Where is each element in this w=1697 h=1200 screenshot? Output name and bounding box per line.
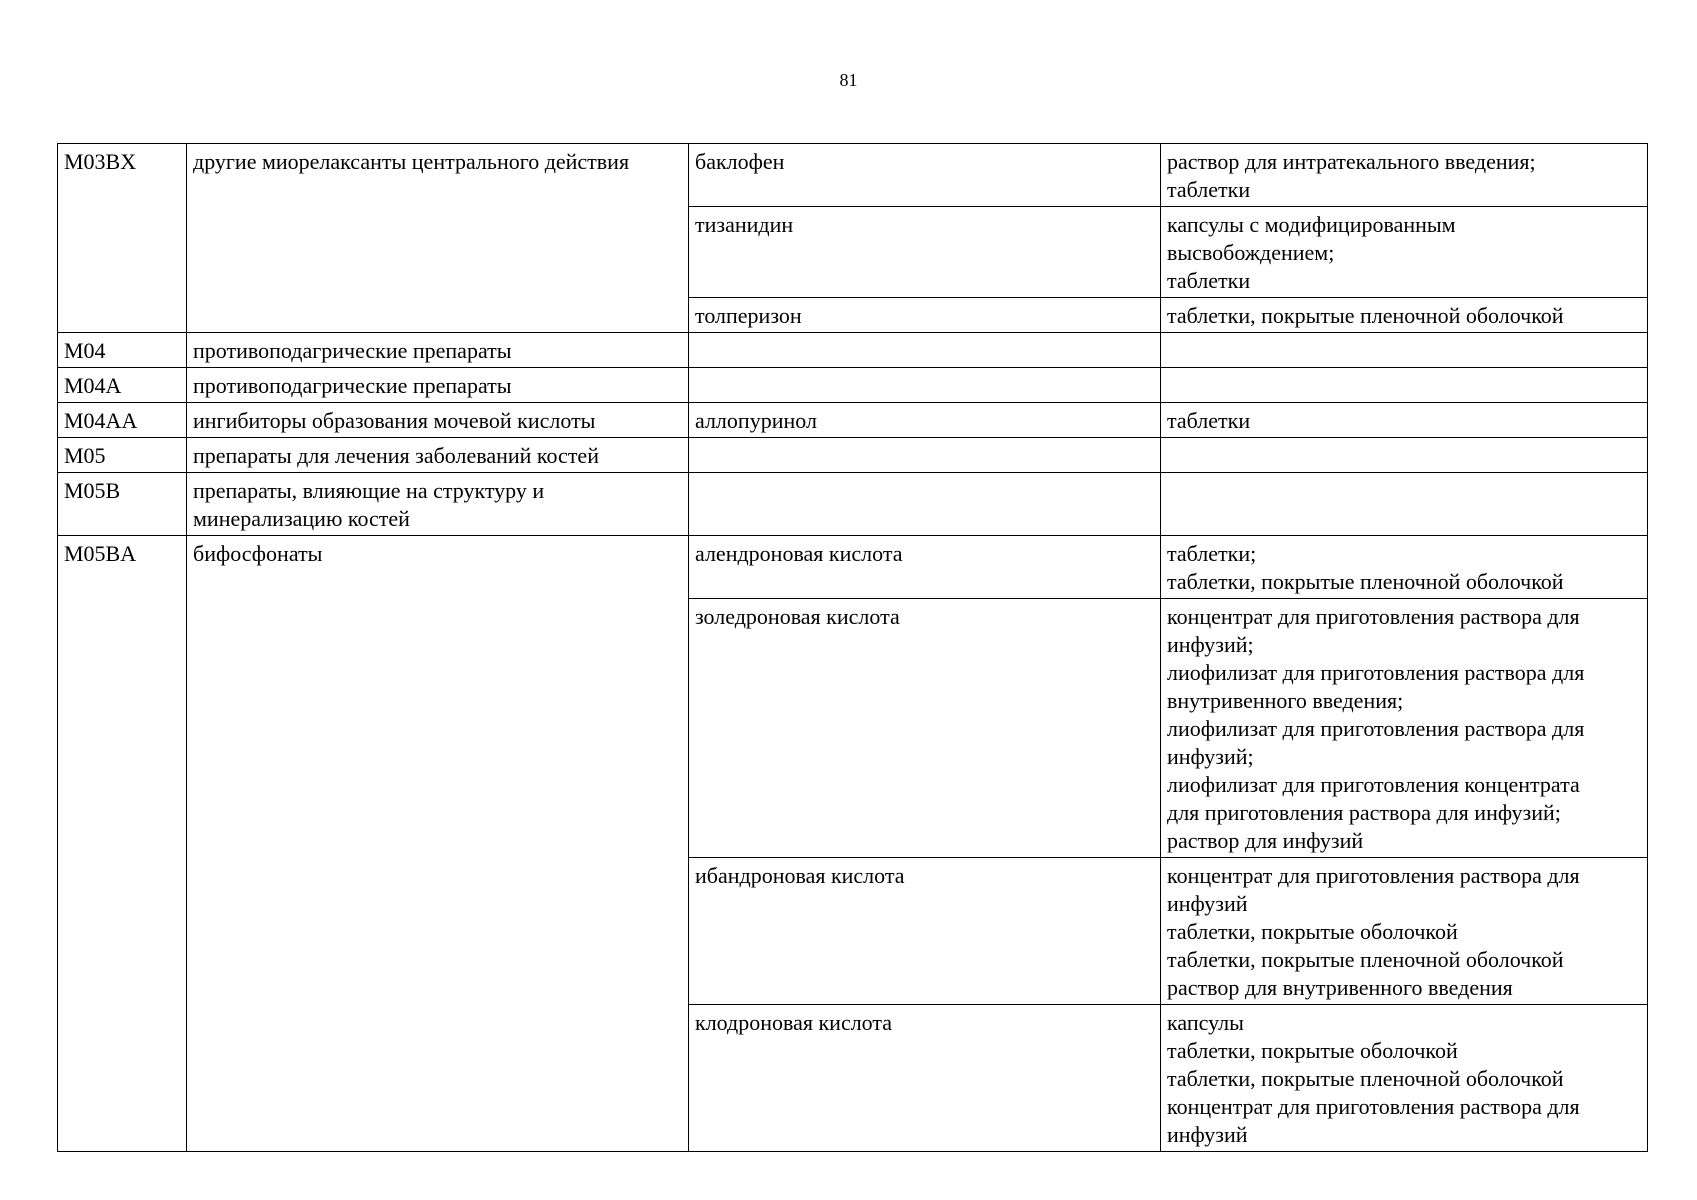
dosage-form-line: высвобождением; (1167, 240, 1335, 265)
dosage-form-line: концентрат для приготовления раствора для (1167, 863, 1580, 888)
page-number: 81 (839, 70, 858, 90)
drug-name-cell (689, 473, 1161, 536)
dosage-form-cell (1161, 144, 1648, 207)
dosage-form-cell (1161, 333, 1648, 368)
table-row (58, 333, 1648, 368)
dosage-form-cell (1161, 1005, 1648, 1152)
dosage-form-line: раствор для интратекального введения; (1167, 149, 1536, 174)
dosage-form-line: капсулы с модифицированным (1167, 212, 1456, 237)
table-row (58, 368, 1648, 403)
atc-code-cell: M04A (58, 368, 187, 403)
drug-name-cell: толперизон (689, 298, 1161, 333)
dosage-form-cell (1161, 298, 1648, 333)
atc-code-cell: M05B (58, 473, 187, 536)
group-name-cell: препараты для лечения заболеваний костей (187, 438, 689, 473)
dosage-form-line: инфузий; (1167, 632, 1254, 657)
dosage-form-line: таблетки (1167, 177, 1251, 202)
dosage-form-line: концентрат для приготовления раствора для (1167, 1094, 1580, 1119)
drug-name-cell: клодроновая кислота (689, 1005, 1161, 1152)
group-name-cell: бифосфонаты (187, 536, 689, 1152)
dosage-form-cell (1161, 473, 1648, 536)
table-row (58, 403, 1648, 438)
group-name-cell: противоподагрические препараты (187, 368, 689, 403)
dosage-form-line: внутривенного введения; (1167, 688, 1404, 713)
dosage-form-cell (1161, 207, 1648, 298)
dosage-form-line: инфузий; (1167, 744, 1254, 769)
atc-code-cell: M03BX (58, 144, 187, 333)
group-name-cell (187, 473, 689, 536)
dosage-form-cell (1161, 403, 1648, 438)
group-name-cell: ингибиторы образования мочевой кислоты (187, 403, 689, 438)
group-name-cell: противоподагрические препараты (187, 333, 689, 368)
dosage-form-line: раствор для внутривенного введения (1167, 975, 1513, 1000)
atc-code-cell: M05BA (58, 536, 187, 1152)
group-name-line: препараты, влияющие на структуру и (193, 478, 545, 503)
dosage-form-line: таблетки (1167, 408, 1251, 433)
dosage-form-line: таблетки (1167, 268, 1251, 293)
table-row (58, 473, 1648, 536)
dosage-form-line: таблетки, покрытые пленочной оболочкой (1167, 1066, 1564, 1091)
dosage-form-line: таблетки; (1167, 541, 1257, 566)
drug-name-cell: алендроновая кислота (689, 536, 1161, 599)
table-row (58, 438, 1648, 473)
drug-name-cell: золедроновая кислота (689, 599, 1161, 858)
dosage-form-cell (1161, 536, 1648, 599)
atc-code-cell: M04 (58, 333, 187, 368)
dosage-form-line: лиофилизат для приготовления раствора для (1167, 660, 1585, 685)
atc-code-cell: M04AA (58, 403, 187, 438)
group-name-cell: другие миорелаксанты центрального действия (187, 144, 689, 333)
dosage-form-line: для приготовления раствора для инфузий; (1167, 800, 1561, 825)
dosage-form-line: инфузий (1167, 1122, 1248, 1147)
drug-name-cell: аллопуринол (689, 403, 1161, 438)
drug-name-cell (689, 438, 1161, 473)
drug-name-cell (689, 368, 1161, 403)
dosage-form-line: капсулы (1167, 1010, 1244, 1035)
dosage-form-cell (1161, 438, 1648, 473)
dosage-form-line: таблетки, покрытые пленочной оболочкой (1167, 303, 1564, 328)
dosage-form-line: концентрат для приготовления раствора для (1167, 604, 1580, 629)
dosage-form-line: раствор для инфузий (1167, 828, 1364, 853)
dosage-form-line: таблетки, покрытые оболочкой (1167, 919, 1458, 944)
dosage-form-cell (1161, 599, 1648, 858)
dosage-form-cell (1161, 858, 1648, 1005)
dosage-form-line: таблетки, покрытые пленочной оболочкой (1167, 569, 1564, 594)
table-row (58, 536, 1648, 599)
atc-drug-table (57, 143, 1648, 1152)
dosage-form-line: лиофилизат для приготовления концентрата (1167, 772, 1580, 797)
drug-name-cell: ибандроновая кислота (689, 858, 1161, 1005)
dosage-form-line: лиофилизат для приготовления раствора для (1167, 716, 1585, 741)
dosage-form-line: таблетки, покрытые пленочной оболочкой (1167, 947, 1564, 972)
drug-name-cell (689, 333, 1161, 368)
dosage-form-line: таблетки, покрытые оболочкой (1167, 1038, 1458, 1063)
dosage-form-line: инфузий (1167, 891, 1248, 916)
drug-name-cell: баклофен (689, 144, 1161, 207)
drug-name-cell: тизанидин (689, 207, 1161, 298)
atc-code-cell: M05 (58, 438, 187, 473)
dosage-form-cell (1161, 368, 1648, 403)
group-name-line: минерализацию костей (193, 506, 410, 531)
table-row (58, 144, 1648, 207)
